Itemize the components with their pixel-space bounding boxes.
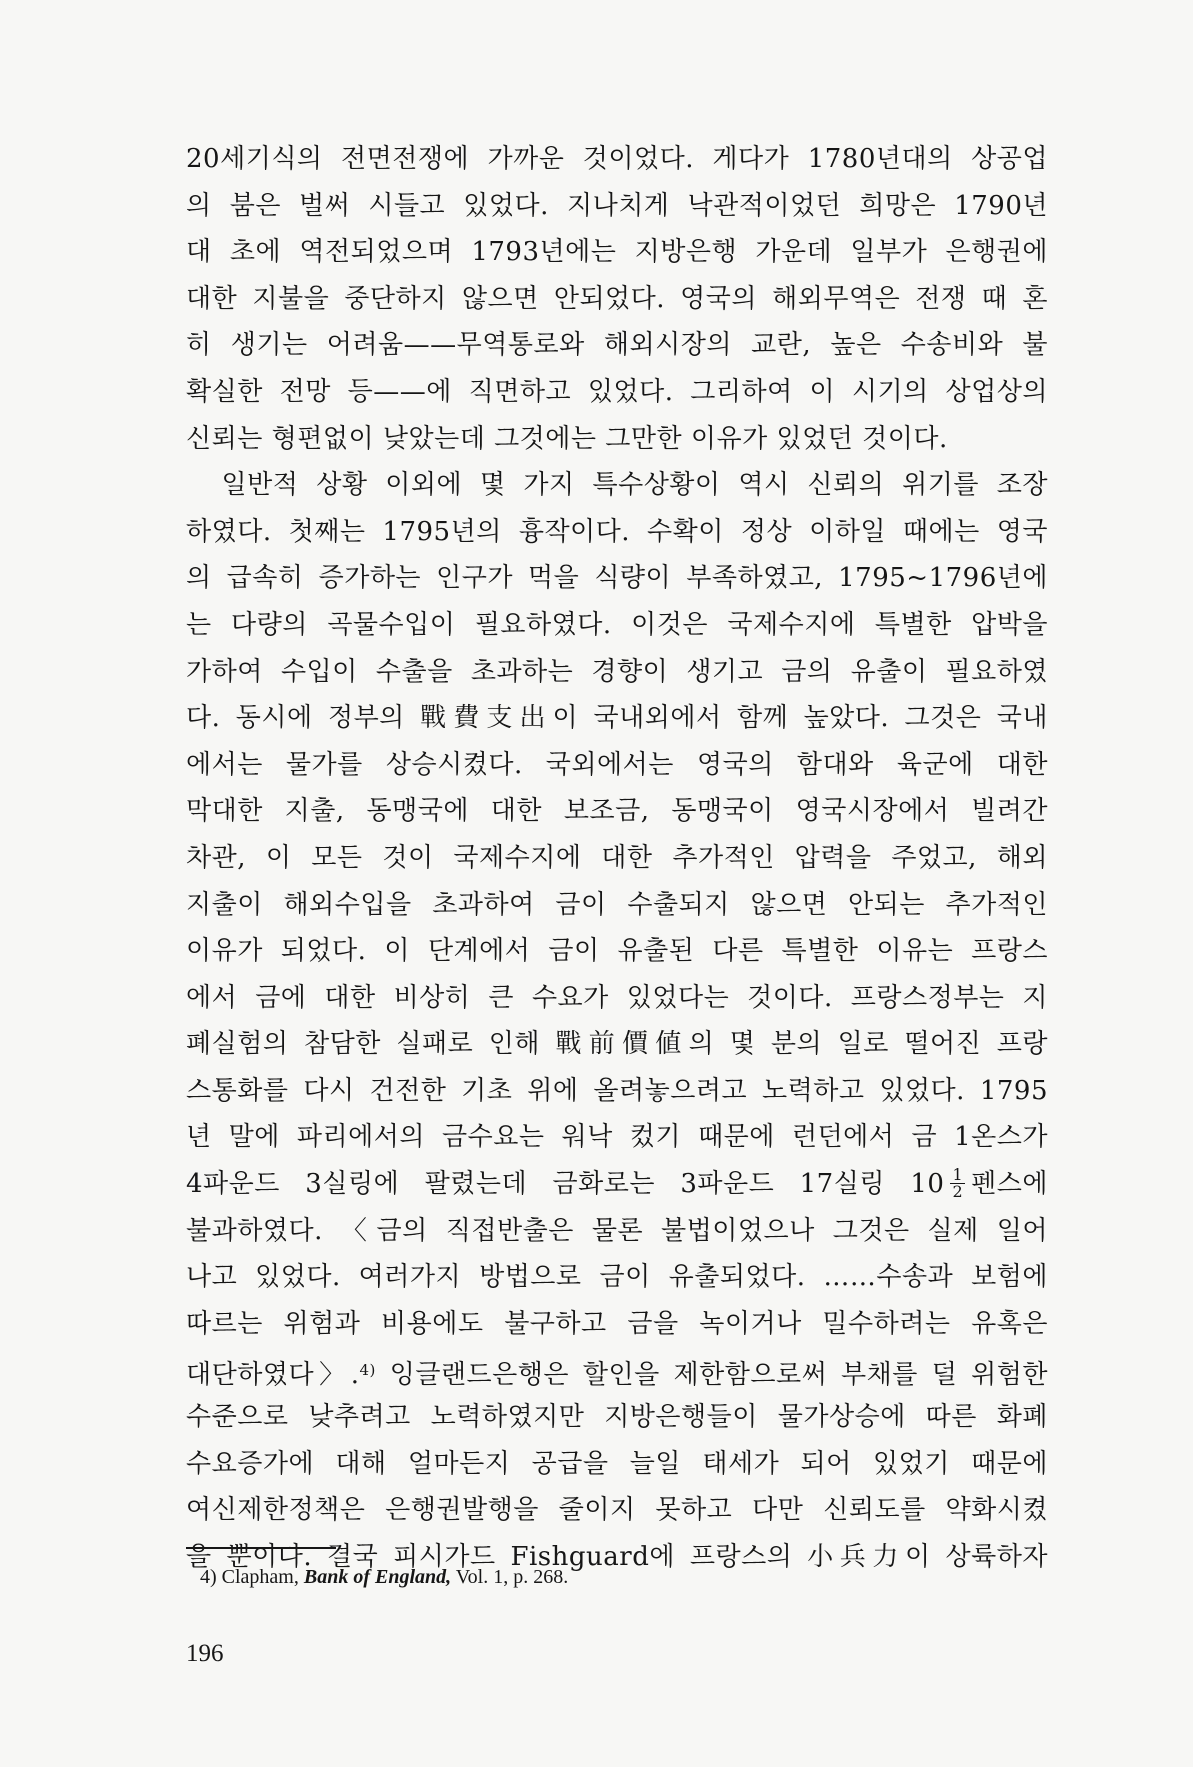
text-line: 스통화를 다시 건전한 기초 위에 올려놓으려고 노력하고 있었다. 1795 <box>186 1075 1048 1106</box>
footnote-after: Vol. 1, p. 268. <box>451 1566 569 1588</box>
text-line: 하였다. 첫째는 1795년의 흉작이다. 수확이 정상 이하일 때에는 영국 <box>186 516 1048 547</box>
text-line: 의 붐은 벌써 시들고 있었다. 지나치게 낙관적이었던 희망은 1790년 <box>186 190 1048 221</box>
fraction-line <box>186 1161 1048 1208</box>
text-line: 수준으로 낮추려고 노력하였지만 지방은행들이 물가상승에 따른 화폐 <box>186 1402 1048 1433</box>
text-line: 이유가 되었다. 이 단계에서 금이 유출된 다른 특별한 이유는 프랑스 <box>186 936 1048 967</box>
footnote-ref-line <box>186 1347 1048 1394</box>
footnote-ref-line-before: 대단하였다〉. <box>186 1360 360 1391</box>
text-line: 차관, 이 모든 것이 국제수지에 대한 추가적인 압력을 주었고, 해외 <box>186 842 1048 873</box>
text-line: 다. 동시에 정부의 戰費支出이 국내외에서 함께 높았다. 그것은 국내 <box>186 703 1048 734</box>
text-line: 대한 지불을 중단하지 않으면 안되었다. 영국의 해외무역은 전쟁 때 혼 <box>186 283 1048 314</box>
text-line: 에서 금에 대한 비상히 큰 수요가 있었다는 것이다. 프랑스정부는 지 <box>186 982 1048 1013</box>
fraction-denominator: 2 <box>952 1181 964 1201</box>
text-line: 수요증가에 대해 얼마든지 공급을 늘일 태세가 되어 있었기 때문에 <box>186 1448 1048 1479</box>
text-line: 을 뿐이다. 결국 피시가드 Fishguard에 프랑스의 小兵力이 상륙하자 <box>186 1541 1048 1572</box>
text-line: 일반적 상황 이외에 몇 가지 특수상황이 역시 신뢰의 위기를 조장 <box>186 470 1048 501</box>
fraction-line-before: 4파운드 3실링에 팔렸는데 금화로는 3파운드 17실링 10 <box>186 1169 945 1200</box>
footnote <box>200 1566 568 1589</box>
footnote-before: 4) Clapham, <box>200 1566 304 1588</box>
footnote-ref-line-after: 잉글랜드은행은 할인을 제한함으로써 부채를 덜 위험한 <box>375 1360 1048 1391</box>
text-line: 막대한 지출, 동맹국에 대한 보조금, 동맹국이 영국시장에서 빌려간 <box>186 796 1048 827</box>
footnote-divider <box>186 1547 336 1549</box>
text-line: 신뢰는 형편없이 낮았는데 그것에는 그만한 이유가 있었던 것이다. <box>186 423 948 454</box>
text-line: 년 말에 파리에서의 금수요는 워낙 컸기 때문에 런던에서 금 1온스가 <box>186 1122 1048 1153</box>
text-line: 의 급속히 증가하는 인구가 먹을 식량이 부족하였고, 1795~1796년에 <box>186 563 1048 594</box>
text-line: 는 다량의 곡물수입이 필요하였다. 이것은 국제수지에 특별한 압박을 <box>186 609 1048 640</box>
text-line: 나고 있었다. 여러가지 방법으로 금이 유출되었다. ……수송과 보험에 <box>186 1262 1048 1293</box>
text-line: 여신제한정책은 은행권발행을 줄이지 못하고 다만 신뢰도를 약화시켰 <box>186 1495 1048 1526</box>
fraction-line-after: 펜스에 <box>971 1169 1048 1200</box>
text-line: 불과하였다. 〈금의 직접반출은 물론 불법이었으나 그것은 실제 일어 <box>186 1215 1048 1246</box>
text-line: 20세기식의 전면전쟁에 가까운 것이었다. 게다가 1780년대의 상공업 <box>186 144 1048 174</box>
text-line: 확실한 전망 등——에 직면하고 있었다. 그리하여 이 시기의 상업상의 <box>186 376 1048 407</box>
page-number: 196 <box>186 1640 224 1667</box>
text-line: 히 생기는 어려움——무역통로와 해외시장의 교란, 높은 수송비와 불 <box>186 330 1048 361</box>
text-line: 폐실험의 참담한 실패로 인해 戰前價値의 몇 분의 일로 떨어진 프랑 <box>186 1029 1048 1060</box>
text-line: 따르는 위험과 비용에도 불구하고 금을 녹이거나 밀수하려는 유혹은 <box>186 1308 1048 1339</box>
fraction-numerator: 1 <box>952 1164 964 1184</box>
body-text <box>186 136 1048 1580</box>
text-line: 지출이 해외수입을 초과하여 금이 수출되지 않으면 안되는 추가적인 <box>186 889 1048 920</box>
text-line: 에서는 물가를 상승시켰다. 국외에서는 영국의 함대와 육군에 대한 <box>186 749 1048 780</box>
fraction <box>950 1164 965 1201</box>
text-line: 가하여 수입이 수출을 초과하는 경향이 생기고 금의 유출이 필요하였 <box>186 656 1048 687</box>
footnote-title: Bank of England, <box>303 1566 452 1588</box>
footnote-reference: 4) <box>359 1361 376 1380</box>
text-line: 대 초에 역전되었으며 1793년에는 지방은행 가운데 일부가 은행권에 <box>186 237 1048 268</box>
